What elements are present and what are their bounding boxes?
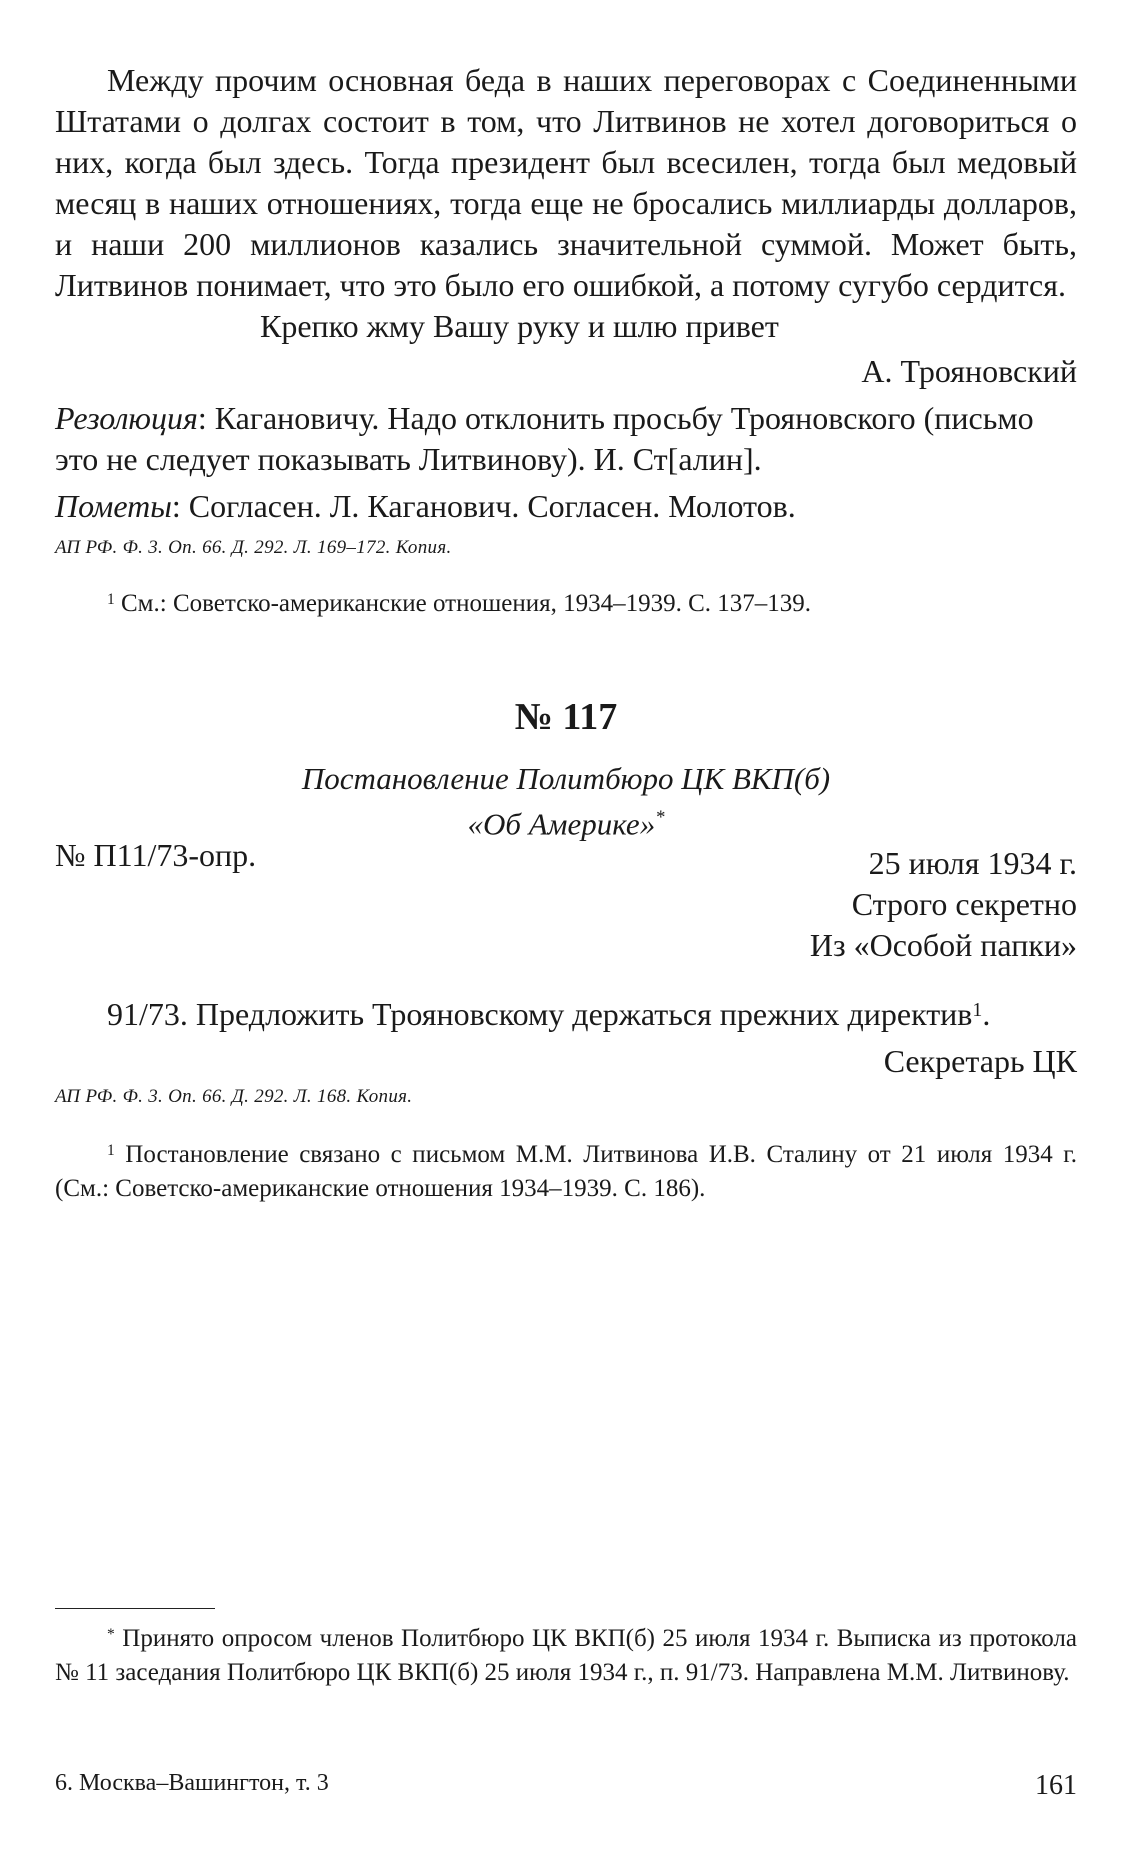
- page-footnote-text: Принято опросом членов Политбюро ЦК ВКП(б) 25 июля 1934 г. Выписка из протокола № 11 заседания Политбюро ЦК ВКП(б) 25 июля 1934 г., п. 91/73. Направлена М.М. Литвинову.: [55, 1625, 1077, 1686]
- document-signer: Секретарь ЦК: [883, 1043, 1077, 1080]
- document-number: № 117: [514, 696, 618, 738]
- marks-text: : Согласен. Л. Каганович. Согласен. Молотов.: [171, 488, 796, 524]
- document-secrecy: Строго секретно: [851, 886, 1077, 923]
- marks: [55, 486, 1077, 527]
- document-title-line1: Постановление Политбюро ЦК ВКП(б): [301, 761, 831, 796]
- document-item: [55, 994, 1077, 1035]
- page-number: 161: [1035, 1770, 1077, 1801]
- letter-footnote: [55, 587, 1077, 621]
- marks-label: Пометы: [55, 488, 172, 524]
- document-reg-number: № П11/73-опр.: [55, 837, 257, 874]
- page-footnote: [55, 1622, 1077, 1690]
- page-footer: [55, 1770, 1077, 1802]
- letter-closing: Крепко жму Вашу руку и шлю привет: [260, 308, 779, 344]
- page-footnote-mark: *: [107, 1626, 115, 1644]
- letter-footnote-mark: 1: [107, 591, 115, 609]
- resolution: [55, 398, 1077, 480]
- document-footnote-mark: 1: [107, 1142, 115, 1160]
- resolution-text: : Кагановичу. Надо отклонить просьбу Трояновского (письмо это не следует показывать Литвинову). И. Ст[алин].: [55, 400, 1034, 477]
- letter-archive-ref: АП РФ. Ф. 3. Оп. 66. Д. 292. Л. 169–172. Копия.: [55, 537, 452, 558]
- book-page: [55, 60, 1077, 1820]
- document-archive-ref: АП РФ. Ф. 3. Оп. 66. Д. 292. Л. 168. Копия.: [55, 1086, 413, 1108]
- document-date: 25 июля 1934 г.: [868, 845, 1077, 882]
- document-footnote-text: Постановление связано с письмом М.М. Литвинова И.В. Сталину от 21 июля 1934 г. (См.: Советско-американские отношения 1934–1939. С. 186).: [55, 1141, 1077, 1203]
- document-title-text: «Об Америке»: [467, 806, 656, 842]
- signature-mark: 6. Москва–Вашингтон, т. 3: [55, 1770, 329, 1796]
- document-footnote: [55, 1138, 1077, 1206]
- document-item-end: .: [982, 996, 991, 1033]
- letter-footnote-text: См.: Советско-американские отношения, 1934–1939. С. 137–139.: [114, 590, 812, 617]
- document-item-mark: 1: [972, 999, 983, 1022]
- letter-signature: А. Трояновский: [861, 353, 1077, 389]
- resolution-label: Резолюция: [55, 400, 198, 436]
- footnote-rule: [55, 1608, 215, 1609]
- document-title-mark: *: [655, 807, 665, 828]
- document-folder: Из «Особой папки»: [809, 927, 1077, 964]
- letter-body: Между прочим основная беда в наших переговорах с Соединенными Штатами о долгах состоит в том, что Литвинов не хотел договориться о них, когда был здесь. Тогда президент был всесилен, тогда был медовый месяц в наших отношениях, тогда еще не бросались миллиарды долларов, и наши 200 миллионов казались значительной суммой. Может быть, Литвинов понимает, что это было его ошибкой, а потому сугубо сердится.: [55, 62, 1077, 303]
- document-item-text: 91/73. Предложить Трояновскому держаться прежних директив: [107, 996, 973, 1033]
